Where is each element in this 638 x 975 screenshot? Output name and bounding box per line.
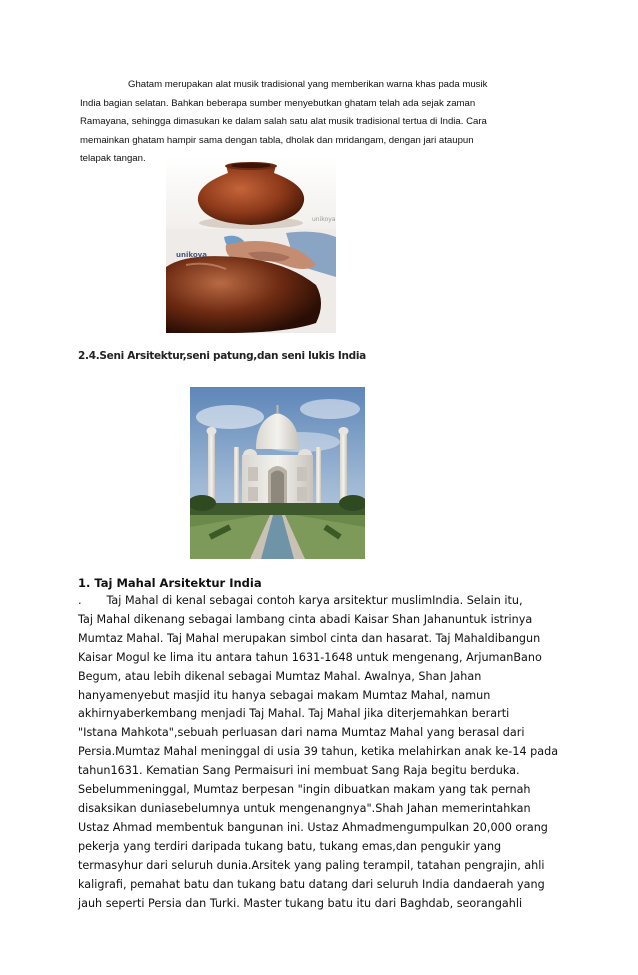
body-line: "Istana Mahkota",sebuah perluasan dari nama Mumtaz Mahal yang berasal dari xyxy=(78,726,525,740)
body-line: Persia.Mumtaz Mahal meninggal di usia 39 tahun, ketika melahirkan anak ke-14 pada xyxy=(78,745,559,759)
body-line: disaksikan duniasebelumnya untuk mengenangnya".Shah Jahan memerintahkan xyxy=(78,801,531,815)
body-line: Ustaz Ahmad membentuk bangunan ini. Ustaz Ahmadmengumpulkan 20,000 orang xyxy=(78,820,548,834)
subsection-heading: 1. Taj Mahal Arsitektur India xyxy=(78,576,262,590)
body-line: kaligrafi, pemahat batu dan tukang batu datang dari seluruh India dandaerah yang xyxy=(78,877,545,891)
body-line: hanyamenyebut masjid itu hanya sebagai makam Mumtaz Mahal, namun xyxy=(78,688,491,702)
body-line: . Taj Mahal di kenal sebagai contoh karya arsitektur muslimIndia. Selain itu, xyxy=(78,594,523,607)
body-line: Kaisar Mogul ke lima itu antara tahun 1631-1648 untuk mengenang, ArjumanBano xyxy=(78,650,542,664)
intro-line: telapak tangan. xyxy=(80,153,146,165)
ghatam-image xyxy=(166,157,336,333)
taj-mahal-body xyxy=(78,592,566,913)
intro-line: memainkan ghatam hampir sama dengan tabla, dholak dan mridangam, dengan jari ataupun xyxy=(80,134,474,146)
intro-line: India bagian selatan. Bahkan beberapa sumber menyebutkan ghatam telah ada sejak zaman xyxy=(80,97,476,109)
taj-mahal-image xyxy=(190,387,365,559)
ghatam-watermark-bottom: unikoya xyxy=(176,251,207,259)
body-line: pekerja yang terdiri daripada tukang batu, tukang emas,dan pengukir yang xyxy=(78,839,502,853)
body-line: jauh seperti Persia dan Turki. Master tukang batu itu dari Baghdab, seorangahli xyxy=(78,896,523,910)
intro-line: Ghatam merupakan alat musik tradisional yang memberikan warna khas pada musik xyxy=(128,79,488,90)
body-line: Sebelummeninggal, Mumtaz berpesan "ingin dibuatkan makam yang tak pernah xyxy=(78,783,531,797)
ghatam-watermark-top: unikoya xyxy=(312,216,336,223)
body-line: akhirnyaberkembang menjadi Taj Mahal. Taj Mahal jika diterjemahkan berarti xyxy=(78,707,510,721)
intro-line: Ramayana, sehingga dimasukan ke dalam salah satu alat musik tradisional tertua di India. Cara xyxy=(80,116,487,128)
body-line: Begum, atau lebih dikenal sebagai Mumtaz Mahal. Awalnya, Shan Jahan xyxy=(78,669,482,683)
section-heading: 2.4.Seni Arsitektur,seni patung,dan seni lukis India xyxy=(78,350,366,362)
body-line: Taj Mahal dikenang sebagai lambang cinta abadi Kaisar Shan Jahanuntuk istrinya xyxy=(78,612,533,626)
body-line: Mumtaz Mahal. Taj Mahal merupakan simbol cinta dan hasarat. Taj Mahaldibangun xyxy=(78,631,541,645)
body-line: termasyhur dari seluruh dunia.Arsitek yang paling terampil, tatahan pengrajin, ahli xyxy=(78,858,545,872)
body-line: tahun1631. Kematian Sang Permaisuri ini membuat Sang Raja begitu berduka. xyxy=(78,764,520,778)
intro-paragraph xyxy=(80,76,564,169)
